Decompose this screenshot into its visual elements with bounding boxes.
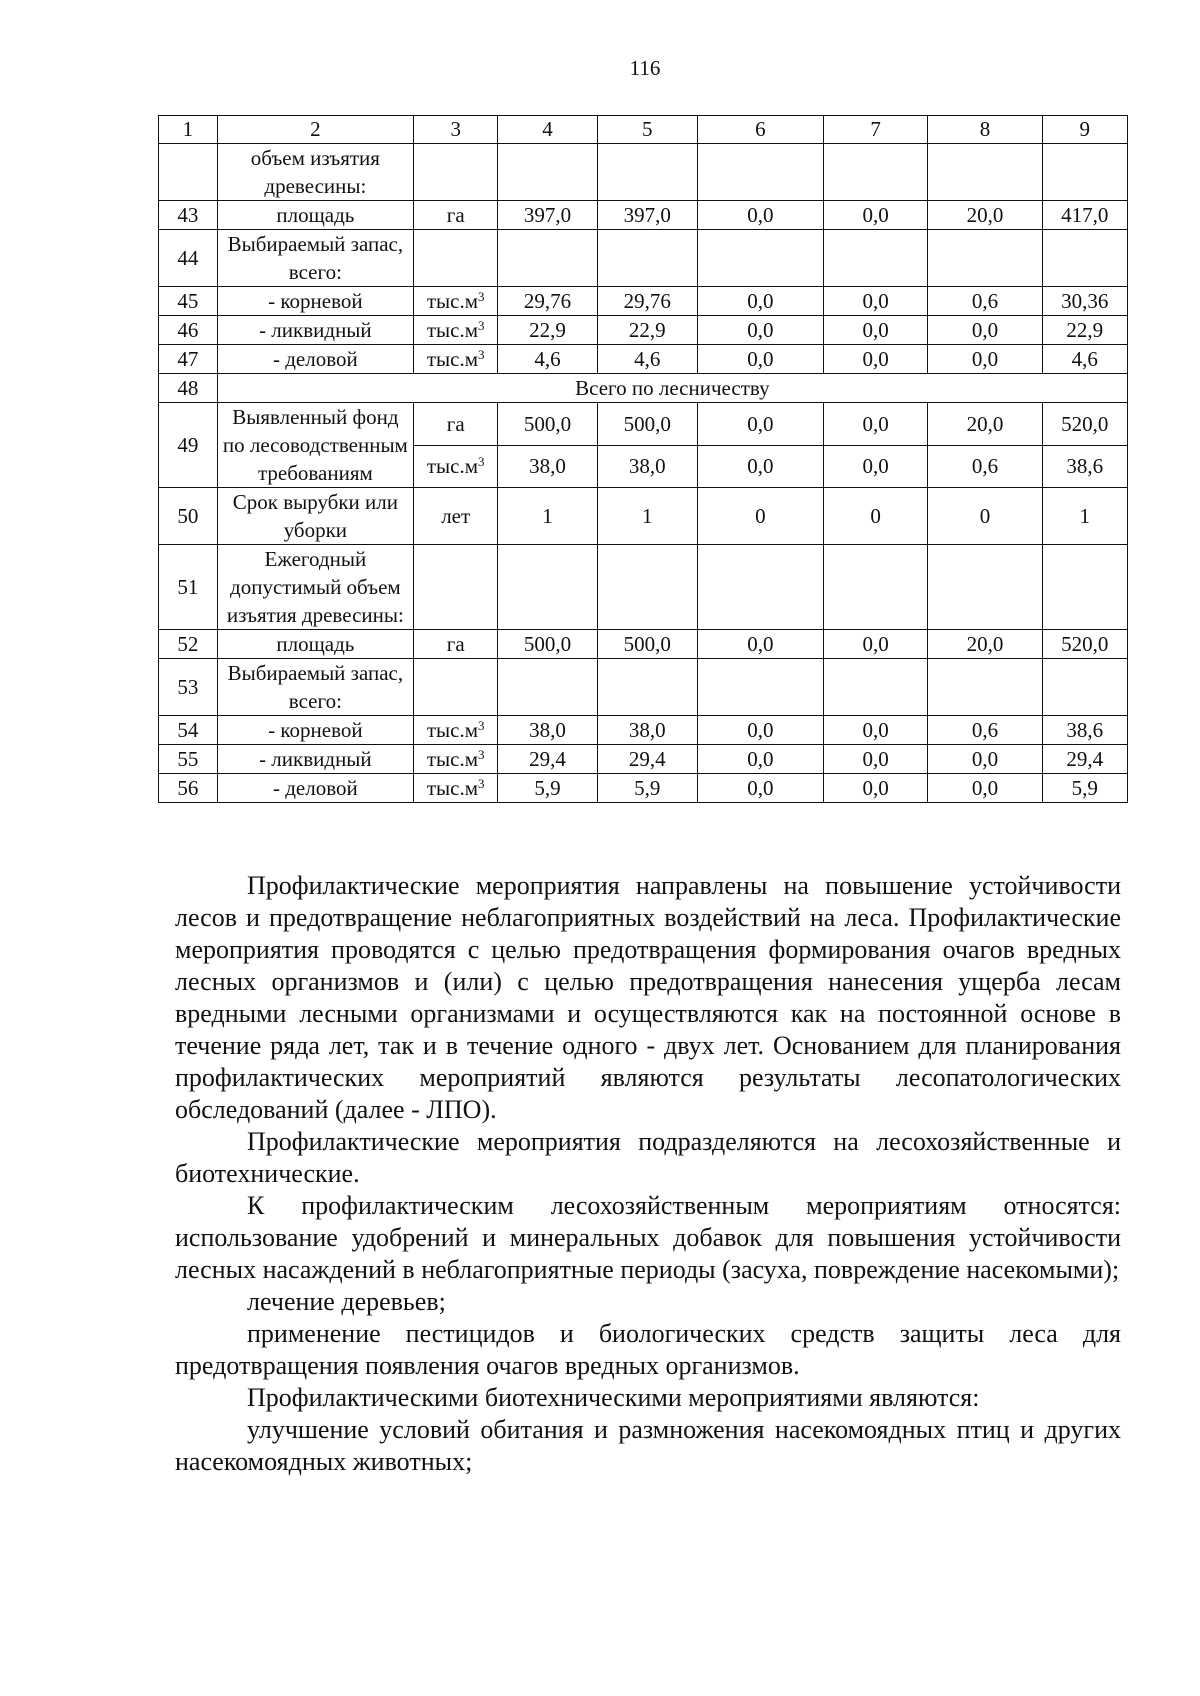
row-number: 56 xyxy=(159,774,218,803)
value-cell: 29,76 xyxy=(597,287,697,316)
unit-superscript: 3 xyxy=(478,347,485,362)
value-cell: 38,0 xyxy=(498,445,597,488)
value-cell: 0,0 xyxy=(823,445,928,488)
value-cell: 4,6 xyxy=(498,345,597,374)
value-cell: 397,0 xyxy=(498,201,597,230)
section-title: Всего по лесничеству xyxy=(217,374,1127,403)
value-cell xyxy=(823,230,928,287)
unit-superscript: 3 xyxy=(478,454,485,470)
value-cell: 30,36 xyxy=(1042,287,1127,316)
row-label: Выявленный фонд по лесоводственным требованиям xyxy=(217,403,413,488)
value-cell xyxy=(823,659,928,716)
value-cell xyxy=(697,230,823,287)
value-cell xyxy=(1042,545,1127,630)
header-cell: 7 xyxy=(823,116,928,144)
value-cell: 0,0 xyxy=(928,745,1042,774)
value-cell: 0,0 xyxy=(823,745,928,774)
paragraph: применение пестицидов и биологических средств защиты леса для предотвращения появления очагов вредных организмов. xyxy=(175,1319,1121,1380)
value-cell: 22,9 xyxy=(498,316,597,345)
unit-text: га xyxy=(446,203,465,227)
value-cell: 0,0 xyxy=(823,201,928,230)
value-cell: 0 xyxy=(697,488,823,545)
row-label: объем изъятия древесины: xyxy=(217,144,413,201)
paragraph: Профилактическими биотехническими мероприятиями являются: xyxy=(247,1383,980,1412)
paragraph: Профилактические мероприятия подразделяются на лесохозяйственные и биотехнические. xyxy=(175,1127,1121,1188)
value-cell xyxy=(1042,144,1127,201)
forestry-table xyxy=(158,115,1128,803)
value-cell xyxy=(498,545,597,630)
unit-text: тыс.м xyxy=(426,776,479,800)
table-row xyxy=(159,403,1128,446)
unit-cell xyxy=(414,630,498,659)
value-cell: 1 xyxy=(597,488,697,545)
value-cell: 5,9 xyxy=(597,774,697,803)
row-number: 51 xyxy=(159,545,218,630)
row-number: 44 xyxy=(159,230,218,287)
value-cell: 0,0 xyxy=(823,774,928,803)
header-cell: 2 xyxy=(217,116,413,144)
value-cell: 20,0 xyxy=(928,403,1042,446)
value-cell: 500,0 xyxy=(498,630,597,659)
unit-cell xyxy=(414,287,498,316)
table-row xyxy=(159,345,1128,374)
header-cell: 9 xyxy=(1042,116,1127,144)
unit-text: тыс.м xyxy=(426,454,479,479)
value-cell: 520,0 xyxy=(1042,630,1127,659)
paragraph: улучшение условий обитания и размножения насекомоядных птиц и других насекомоядных животных; xyxy=(175,1415,1121,1476)
table-row xyxy=(159,716,1128,745)
value-cell: 0 xyxy=(823,488,928,545)
row-label: Срок вырубки или уборки xyxy=(217,488,413,545)
row-label: - корневой xyxy=(217,287,413,316)
table-row xyxy=(159,630,1128,659)
unit-cell xyxy=(414,144,498,201)
table-row xyxy=(159,144,1128,201)
value-cell: 0,0 xyxy=(697,774,823,803)
value-cell: 38,0 xyxy=(498,716,597,745)
table-row xyxy=(159,745,1128,774)
row-number: 53 xyxy=(159,659,218,716)
row-number: 43 xyxy=(159,201,218,230)
value-cell: 0,0 xyxy=(928,774,1042,803)
row-label: площадь xyxy=(217,630,413,659)
value-cell xyxy=(498,230,597,287)
header-cell: 3 xyxy=(414,116,498,144)
value-cell xyxy=(823,144,928,201)
value-cell xyxy=(498,144,597,201)
row-label: - ликвидный xyxy=(217,745,413,774)
unit-cell xyxy=(414,659,498,716)
body-text xyxy=(175,870,1121,1478)
table-row xyxy=(159,201,1128,230)
unit-text: лет xyxy=(441,504,471,528)
value-cell xyxy=(597,230,697,287)
row-number: 49 xyxy=(159,403,218,488)
value-cell: 29,4 xyxy=(498,745,597,774)
value-cell: 0,0 xyxy=(928,316,1042,345)
value-cell: 1 xyxy=(1042,488,1127,545)
value-cell: 20,0 xyxy=(928,201,1042,230)
table-section-row xyxy=(159,374,1128,403)
unit-text: тыс.м xyxy=(426,718,479,742)
unit-cell xyxy=(414,403,498,446)
row-number: 45 xyxy=(159,287,218,316)
table-row xyxy=(159,659,1128,716)
table-row xyxy=(159,230,1128,287)
table-row xyxy=(159,287,1128,316)
value-cell: 0,0 xyxy=(823,630,928,659)
value-cell: 0,0 xyxy=(697,716,823,745)
row-label: - деловой xyxy=(217,345,413,374)
value-cell: 4,6 xyxy=(597,345,697,374)
row-number: 52 xyxy=(159,630,218,659)
unit-cell xyxy=(414,316,498,345)
value-cell: 0,0 xyxy=(697,201,823,230)
value-cell: 0,0 xyxy=(697,403,823,446)
row-number: 50 xyxy=(159,488,218,545)
value-cell: 5,9 xyxy=(498,774,597,803)
value-cell: 500,0 xyxy=(597,403,697,446)
value-cell xyxy=(1042,230,1127,287)
row-number: 46 xyxy=(159,316,218,345)
value-cell xyxy=(597,144,697,201)
unit-cell xyxy=(414,716,498,745)
value-cell xyxy=(1042,659,1127,716)
paragraph: К профилактическим лесохозяйственным мероприятиям относятся: использование удобрений и минеральных добавок для повышения устойчивости лесных насаждений в неблагоприятные периоды (засуха, повреждение насекомыми); xyxy=(175,1191,1121,1284)
value-cell: 38,6 xyxy=(1042,716,1127,745)
header-cell: 6 xyxy=(697,116,823,144)
value-cell: 5,9 xyxy=(1042,774,1127,803)
unit-text: тыс.м xyxy=(426,318,479,342)
value-cell xyxy=(697,144,823,201)
row-label: - корневой xyxy=(217,716,413,745)
unit-cell xyxy=(414,345,498,374)
header-cell: 8 xyxy=(928,116,1042,144)
value-cell: 0,0 xyxy=(823,316,928,345)
table-row xyxy=(159,316,1128,345)
value-cell: 417,0 xyxy=(1042,201,1127,230)
table-header-row xyxy=(159,116,1128,144)
value-cell: 0,0 xyxy=(697,445,823,488)
unit-cell xyxy=(414,545,498,630)
unit-text: тыс.м xyxy=(426,289,479,313)
value-cell: 29,76 xyxy=(498,287,597,316)
value-cell: 0,6 xyxy=(928,287,1042,316)
value-cell xyxy=(928,230,1042,287)
unit-text: тыс.м xyxy=(426,747,479,771)
row-number: 55 xyxy=(159,745,218,774)
row-label: Ежегодный допустимый объем изъятия древесины: xyxy=(217,545,413,630)
row-label: площадь xyxy=(217,201,413,230)
value-cell: 22,9 xyxy=(1042,316,1127,345)
value-cell: 0,0 xyxy=(697,745,823,774)
value-cell: 0,6 xyxy=(928,716,1042,745)
unit-text: тыс.м xyxy=(426,347,479,371)
row-label: Выбираемый запас, всего: xyxy=(217,659,413,716)
value-cell: 0,0 xyxy=(823,345,928,374)
value-cell: 22,9 xyxy=(597,316,697,345)
value-cell: 0,0 xyxy=(697,345,823,374)
value-cell xyxy=(697,659,823,716)
unit-cell xyxy=(414,774,498,803)
value-cell: 20,0 xyxy=(928,630,1042,659)
value-cell: 29,4 xyxy=(597,745,697,774)
value-cell xyxy=(928,545,1042,630)
unit-text: га xyxy=(446,411,465,436)
value-cell xyxy=(823,545,928,630)
row-label: Выбираемый запас, всего: xyxy=(217,230,413,287)
table-row xyxy=(159,774,1128,803)
value-cell xyxy=(697,545,823,630)
unit-superscript: 3 xyxy=(478,747,485,762)
row-label: - ликвидный xyxy=(217,316,413,345)
unit-cell xyxy=(414,745,498,774)
unit-cell xyxy=(414,445,498,488)
unit-cell xyxy=(414,488,498,545)
row-number xyxy=(159,144,218,201)
value-cell: 0,6 xyxy=(928,445,1042,488)
value-cell: 0 xyxy=(928,488,1042,545)
header-cell: 5 xyxy=(597,116,697,144)
unit-superscript: 3 xyxy=(478,718,485,733)
value-cell xyxy=(928,659,1042,716)
value-cell xyxy=(928,144,1042,201)
value-cell: 4,6 xyxy=(1042,345,1127,374)
value-cell: 397,0 xyxy=(597,201,697,230)
unit-superscript: 3 xyxy=(478,776,485,791)
header-cell: 4 xyxy=(498,116,597,144)
table-body xyxy=(159,116,1128,803)
row-number: 47 xyxy=(159,345,218,374)
value-cell: 0,0 xyxy=(928,345,1042,374)
value-cell xyxy=(498,659,597,716)
table-row xyxy=(159,545,1128,630)
value-cell: 38,0 xyxy=(597,716,697,745)
row-number: 54 xyxy=(159,716,218,745)
value-cell: 38,6 xyxy=(1042,445,1127,488)
value-cell: 500,0 xyxy=(597,630,697,659)
value-cell: 29,4 xyxy=(1042,745,1127,774)
table-row xyxy=(159,488,1128,545)
value-cell: 0,0 xyxy=(697,630,823,659)
row-label: - деловой xyxy=(217,774,413,803)
value-cell: 500,0 xyxy=(498,403,597,446)
value-cell: 0,0 xyxy=(823,287,928,316)
unit-superscript: 3 xyxy=(478,318,485,333)
value-cell: 38,0 xyxy=(597,445,697,488)
paragraph: лечение деревьев; xyxy=(247,1287,446,1316)
value-cell xyxy=(597,545,697,630)
unit-text: га xyxy=(446,632,465,656)
value-cell: 0,0 xyxy=(697,316,823,345)
unit-cell xyxy=(414,201,498,230)
value-cell: 520,0 xyxy=(1042,403,1127,446)
value-cell: 1 xyxy=(498,488,597,545)
unit-superscript: 3 xyxy=(478,289,485,304)
unit-cell xyxy=(414,230,498,287)
value-cell xyxy=(597,659,697,716)
paragraph: Профилактические мероприятия направлены на повышение устойчивости лесов и предотвращение неблагоприятных воздействий на леса. Профилактические мероприятия проводятся с целью предотвращения формирования очагов вредных лесных организмов и (или) с целью предотвращения нанесения ущерба лесам вредными лесными организмами и осуществляются как на постоянной основе в течение ряда лет, так и в течение одного - двух лет. Основанием для планирования профилактических мероприятий являются результаты лесопатологических обследований (далее - ЛПО). xyxy=(175,871,1121,1124)
value-cell: 0,0 xyxy=(697,287,823,316)
header-cell: 1 xyxy=(159,116,218,144)
row-number: 48 xyxy=(159,374,218,403)
page-number: 116 xyxy=(629,56,661,80)
value-cell: 0,0 xyxy=(823,403,928,446)
value-cell: 0,0 xyxy=(823,716,928,745)
